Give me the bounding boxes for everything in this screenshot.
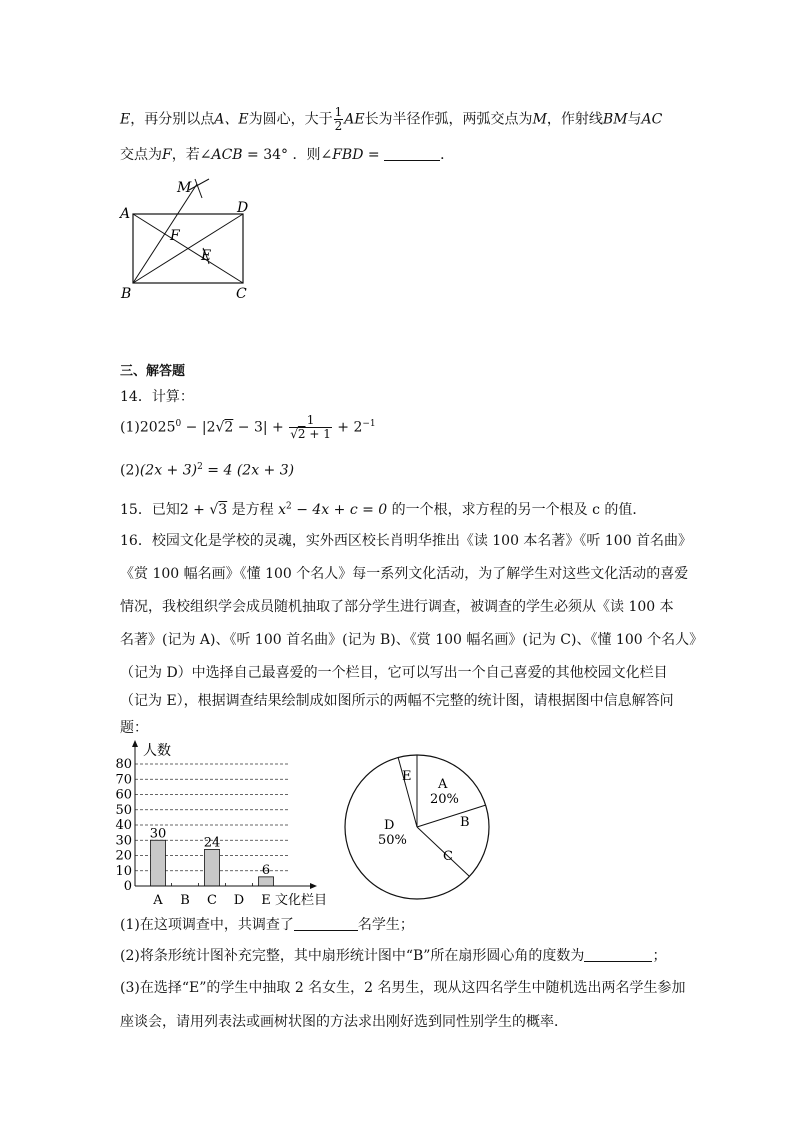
y-tick-label: 80 bbox=[115, 757, 132, 772]
y-tick-label: 50 bbox=[115, 802, 132, 818]
y-tick-label: 10 bbox=[115, 863, 132, 879]
point-f: F bbox=[162, 147, 172, 163]
y-tick-label: 0 bbox=[123, 879, 132, 894]
segment-ac: AC bbox=[641, 111, 663, 128]
q16-line: （记为 D）中选择自己最喜爱的一个栏目，它可以写出一个自己喜爱的其他校园文化栏目 bbox=[120, 665, 668, 681]
q16-line: 情况，我校组织学会成员随机抽取了部分学生进行调查，被调查的学生必须从《读 100 本 bbox=[120, 599, 674, 615]
label-e: E bbox=[201, 248, 212, 264]
label-f: F bbox=[170, 228, 180, 244]
q16-sub2 bbox=[120, 945, 666, 965]
answer-blank[interactable] bbox=[294, 916, 358, 931]
angle-fbd: FBD bbox=[332, 147, 364, 163]
sqrt-symbol: √ bbox=[209, 502, 219, 518]
x-tick-label: E bbox=[261, 893, 271, 908]
x-axis-label: 文化栏目 bbox=[275, 893, 328, 908]
q16-line: （记为 E），根据调查结果绘制成如图所示的两幅不完整的统计图，请根据图中信息解答问 bbox=[120, 693, 674, 709]
pie-chart bbox=[342, 752, 492, 902]
q15-text: 的一个根，求方程的另一个根及 c 的值． bbox=[387, 502, 647, 518]
q13-text: 为圆心，大于 bbox=[248, 111, 333, 128]
q16-sub1 bbox=[120, 914, 414, 934]
angle-acb: ACB bbox=[211, 147, 243, 163]
x-tick-label: C bbox=[207, 893, 217, 908]
slice-percent-d: 50% bbox=[378, 833, 407, 848]
q16-line: 名著》(记为 A)、《听 100 首名曲》(记为 B)、《赏 100 幅名画》(记为 C)、《懂 100 个名人》 bbox=[120, 632, 704, 648]
q13-text: ，作射线 bbox=[546, 111, 603, 128]
y-tick-label: 30 bbox=[115, 833, 132, 849]
frac-num: 1 bbox=[334, 105, 343, 119]
part-label: (1) bbox=[120, 419, 140, 436]
x-axis-arrow bbox=[310, 883, 317, 889]
exponent: 0 bbox=[175, 418, 182, 429]
label-d: D bbox=[237, 200, 249, 216]
q13-text: 与 bbox=[627, 111, 642, 128]
bar-data-label: 6 bbox=[261, 862, 271, 878]
term: 2025 bbox=[139, 419, 176, 436]
slice-label-a: A bbox=[438, 777, 448, 792]
y-tick-label: 60 bbox=[115, 787, 132, 803]
part-label: (2) bbox=[120, 462, 140, 479]
label-c: C bbox=[236, 286, 247, 302]
q13-points: A、E bbox=[214, 111, 249, 128]
exponent: −1 bbox=[362, 418, 376, 429]
term: x bbox=[278, 502, 287, 518]
sub2-text: ； bbox=[652, 948, 667, 964]
term: − |2 bbox=[181, 419, 216, 436]
radicand: 2 bbox=[224, 419, 234, 436]
y-tick-label: 40 bbox=[115, 818, 132, 833]
answer-blank[interactable] bbox=[384, 146, 440, 161]
sub1-text: 名学生； bbox=[357, 917, 414, 933]
y-tick-label: 20 bbox=[115, 848, 132, 864]
rectangle-figure bbox=[115, 174, 265, 306]
term: = 4 (2x + 3) bbox=[202, 462, 295, 479]
x-tick-label: D bbox=[233, 893, 245, 908]
q13-point-e: E bbox=[120, 111, 131, 128]
q14-part2 bbox=[120, 462, 294, 479]
slice-percent-a: 20% bbox=[430, 792, 459, 807]
y-tick-label: 70 bbox=[115, 772, 132, 788]
q14-title: 14．计算： bbox=[120, 389, 194, 405]
q15-text: 15．已知 bbox=[120, 502, 180, 518]
term: − 3| + bbox=[233, 419, 289, 436]
frac-num: 1 bbox=[289, 414, 332, 428]
q16-line: 16．校园文化是学校的灵魂，实外西区校长肖明华推出《读 100 本名著》《听 100 首名曲》 bbox=[120, 533, 693, 549]
frac-den: 2 bbox=[334, 119, 343, 133]
term: + 2 bbox=[332, 419, 363, 436]
ray-bm-line bbox=[133, 184, 197, 283]
slice-label-c: C bbox=[443, 849, 453, 864]
q13-text: 长为半径作弧，两弧交点为 bbox=[364, 111, 533, 128]
q15-text: 是方程 bbox=[227, 502, 279, 518]
y-axis-label: 人数 bbox=[143, 743, 171, 759]
bar-data-label: 30 bbox=[149, 826, 167, 842]
arc-mark-2 bbox=[195, 179, 202, 198]
x-tick-label: A bbox=[153, 893, 163, 908]
exponent: 2 bbox=[286, 501, 292, 512]
label-a: A bbox=[120, 206, 131, 222]
q13-text: = 34° ．则∠ bbox=[242, 147, 333, 163]
radicand: 2 bbox=[297, 427, 306, 441]
q13-line1 bbox=[120, 106, 662, 133]
section-title: 三、解答题 bbox=[120, 364, 186, 379]
answer-blank[interactable] bbox=[584, 947, 652, 962]
bar-chart bbox=[115, 738, 340, 910]
slice-label-e: E bbox=[402, 769, 412, 784]
q16-line: 题： bbox=[120, 720, 148, 736]
bar-c bbox=[205, 849, 220, 886]
q13-text: ，再分别以点 bbox=[130, 111, 215, 128]
radicand: 3 bbox=[218, 502, 228, 518]
q16-sub3-line2: 座谈会，请用列表法或画树状图的方法求出刚好选到同性别学生的概率． bbox=[120, 1014, 568, 1030]
slice-label-d: D bbox=[384, 818, 395, 833]
q13-text: ． bbox=[440, 147, 455, 163]
term: − 4x + c = 0 bbox=[291, 502, 388, 518]
q13-text: 交点为 bbox=[120, 147, 162, 163]
frac-den: √2 + 1 bbox=[290, 427, 331, 441]
label-b: B bbox=[121, 286, 132, 302]
segment-ae: AE bbox=[344, 111, 365, 128]
bar-a bbox=[151, 840, 166, 886]
sub2-text: (2)将条形统计图补充完整，其中扇形统计图中“B”所在扇形圆心角的度数为 bbox=[120, 948, 585, 964]
sub1-text: (1)在这项调查中，共调查了 bbox=[120, 917, 294, 933]
q14-part1 bbox=[120, 414, 376, 441]
label-m: M bbox=[177, 180, 192, 196]
sqrt-symbol: √ bbox=[215, 419, 225, 436]
slice-label-b: B bbox=[460, 815, 470, 830]
y-axis-arrow bbox=[132, 740, 138, 747]
slice-boundary bbox=[417, 805, 486, 827]
x-tick-label: B bbox=[180, 893, 190, 908]
q16-line: 《赏 100 幅名画》《懂 100 个名人》每一系列文化活动，为了解学生对这些文化活动的喜爱 bbox=[120, 566, 689, 582]
term: (2x + 3) bbox=[139, 462, 198, 479]
q15 bbox=[120, 499, 646, 519]
fraction bbox=[289, 414, 332, 441]
exponent: 2 bbox=[197, 462, 203, 472]
bar-e bbox=[259, 877, 274, 886]
point-m: M bbox=[532, 111, 547, 128]
q16-sub3-line1: (3)在选择“E”的学生中抽取 2 名女生，2 名男生，现从这四名学生中随机选出两名学生参加 bbox=[120, 980, 686, 996]
ray-bm: BM bbox=[602, 111, 628, 128]
bar-data-label: 24 bbox=[203, 835, 221, 851]
fraction-half bbox=[334, 106, 344, 133]
q13-text: ，若∠ bbox=[171, 147, 212, 163]
slice-boundary bbox=[398, 757, 417, 827]
term: 2 + bbox=[179, 502, 210, 518]
q13-text: = bbox=[363, 147, 385, 163]
arc-mark-1 bbox=[189, 179, 209, 190]
q13-line2 bbox=[120, 144, 454, 164]
term: + 1 bbox=[305, 427, 331, 441]
